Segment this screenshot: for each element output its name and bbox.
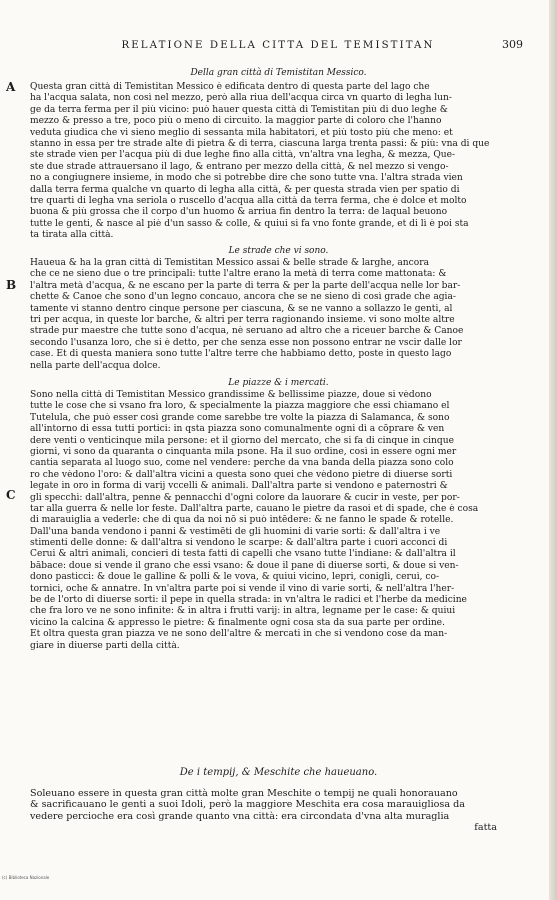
text-line: dono pasticci: & doue le galline & polli & le vova, & quiui vicino, lepri, conigli, ceruì, co- xyxy=(30,572,440,583)
text-line: vicino la calcina & appresso le pietre: & finalmente ogni cosa sta da sua parte per ordine. xyxy=(30,617,445,628)
text-line: tutte le cose che si vsano fra loro, & specialmente la piazza maggiore che essi chiamano el xyxy=(30,401,450,412)
text-line: tre quarti di legha vna seriola o ruscello d'acqua alla città da terra ferma, che è dolce et molto xyxy=(30,195,467,206)
text-line: Sono nella città di Temistitan Messico grandissime & bellissime piazze, doue si vèdono xyxy=(30,390,432,400)
text-line: ste strade vien per l'acqua più di due leghe fino alla città, vn'altra vna legha, & mezza, Que- xyxy=(30,150,456,161)
text-line: nella parte dell'acqua dolce. xyxy=(30,360,161,371)
text-line: bābace: doue si vende il grano che essi vsano: & doue il pane di diuerse sorti, & doue si ven- xyxy=(30,560,459,571)
section-heading-city: Della gran città di Temistitan Messico. xyxy=(190,68,367,78)
text-line: tar alla guerra & nelle lor feste. Dall'altra parte, cauano le pietre da rasoi et di spade, che è cosa xyxy=(30,503,479,514)
text-line: Et oltra questa gran piazza ve ne sono dell'altre & mercati in che si vendono cose da man- xyxy=(30,629,448,640)
page-gutter xyxy=(549,0,557,900)
text-line: all'intorno di essa tutti portici: in qsta piazza sono comunalmente ogni dì a cōprare & ven xyxy=(30,424,445,435)
text-line: ge da terra ferma per il più vicino: può hauer questa città di Temistitan più di duo leghe & xyxy=(30,104,448,115)
text-line: ta tirata alla città. xyxy=(30,230,114,241)
text-line: che ce ne sieno due o tre principali: tutte l'altre erano la metà di terra come mattonata: & xyxy=(30,269,447,280)
text-line: Questa gran città di Temistitan Messico è edificata dentro di questa parte del lago che xyxy=(30,82,430,92)
text-line: chette & Canoe che sono d'un legno concauo, ancora che se ne sieno di così grade che agia- xyxy=(30,292,456,303)
text-line: Tutelula, che può esser così grande come sarebbe tre volte la piazza di Salamanca, & sono xyxy=(30,412,450,423)
margin-letter-b: B xyxy=(6,278,17,292)
text-line: no a congiugnere insieme, in modo che si potrebbe dire che sono tutte vna. l'altra strada vien xyxy=(30,173,463,184)
text-line: Dall'una banda vendono i panni & vestimēti de gli huomini di varie sorti: & dall'altra i ve xyxy=(30,526,441,537)
text-line: & sacrificauano le genti a suoi Idoli, però la maggiore Meschita era cosa marauigliosa da xyxy=(30,799,465,811)
text-line: Cerui & altri animali, concieri di testa fatti di capelli che vsano tutte l'indiane: & dall'altra il xyxy=(30,549,456,560)
paragraph-markets xyxy=(30,390,525,652)
text-line: strade pur maestre che tutte sono d'acqua, nè seruano ad altro che a riceuer barche & Canoe xyxy=(30,326,464,337)
page-number: 309 xyxy=(502,38,523,51)
running-head: RELATIONE DELLA CITTA DEL TEMISTITAN xyxy=(121,40,435,51)
section-heading-streets: Le strade che vi sono. xyxy=(228,246,329,256)
library-stamp: (c) Biblioteca Nazionale xyxy=(2,875,50,880)
text-line: tornici, oche & annatre. In vn'altra parte poi si vende il vino di varie sorti, & nell'altra l'her- xyxy=(30,583,455,594)
text-line: che fra loro ve ne sono infinite: & in altra i frutti varij: in altra, legname per le case: & quiui xyxy=(30,606,456,617)
text-line: buona & più grossa che il corpo d'un huomo & arriua fin dentro la terra: de laqual beuono xyxy=(30,207,448,218)
text-line: tutte le genti, & nasce al piè d'un sasso & colle, & quiui si fa vno fonte grande, et di lì è poi sta xyxy=(30,218,469,229)
text-line: ste due strade attrauersano il lago, & entrano per mezzo della città, & nel mezzo si vengo- xyxy=(30,161,449,172)
paragraph-city xyxy=(30,82,525,241)
text-line: secondo l'usanza loro, che si è detto, per che senza esse non possono entrar ne vscir dalle lor xyxy=(30,337,462,348)
text-line: mezzo & presso a tre, poco più o meno di circuito. la maggior parte di coloro che l'hanno xyxy=(30,116,442,127)
text-line: dalla terra ferma qualche vn quarto di legha alla città, & per questa strada vien per spatio di xyxy=(30,184,460,195)
text-line: tamente vi stanno dentro cinque persone per ciascuna, & se ne vanno a sollazzo le genti, al xyxy=(30,303,453,314)
text-line: dere venti o venticinque mila persone: et il giorno del mercato, che si fa di cinque in cinque xyxy=(30,435,454,446)
text-line: di marauiglia a vederle: che di qua da noi nō si può intēdere: & ne fanno le spade & rotelle. xyxy=(30,515,454,526)
text-line: stanno in essa per tre strade alte di pietra & di terra, ciascuna larga trenta passi: & più: vna di que xyxy=(30,138,490,149)
paragraph-streets xyxy=(30,258,525,372)
section-heading-markets: Le piazze & i mercati. xyxy=(228,378,329,388)
text-line: giare in diuerse parti della città. xyxy=(30,640,180,651)
text-line: l'altra metà d'acqua, & ne escano per la parte di terra & per la parte dell'acqua nelle lor bar- xyxy=(30,280,461,291)
catchword: fatta xyxy=(474,821,497,833)
text-line: gli specchi: dall'altra, penne & pennacchi d'ogni colore da lauorare & cucir in veste, per por- xyxy=(30,492,460,503)
text-line: Soleuano essere in questa gran città molte gran Meschite o tempij ne quali honorauano xyxy=(30,788,458,799)
text-line: veduta giudica che vi sieno meglio di sessanta mila habitatori, et più tosto più che meno: et xyxy=(30,127,453,138)
margin-letter-c: C xyxy=(6,488,16,502)
text-line: tri per acqua, in queste lor barche, & altri per terra ragionando insieme. vi sono molte altre xyxy=(30,314,455,325)
text-line: legate in oro in forma di varij vccelli & animali. Dall'altra parte si vendono e paternostri & xyxy=(30,481,448,492)
text-line: case. Et di questa maniera sono tutte l'altre terre che habbiamo detto, poste in questo lago xyxy=(30,349,452,360)
text-line: be de l'orto di diuerse sorti: il pepe in quella strada: in vn'altra le radici et l'herbe da medicine xyxy=(30,595,467,606)
text-line: Haueua & ha la gran città di Temistitan Messico assai & belle strade & larghe, ancora xyxy=(30,258,429,268)
margin-letter-a: A xyxy=(6,80,16,94)
text-line: vedere percioche era così grande quanto vna città: era circondata d'vna alta muraglia xyxy=(30,810,450,822)
text-line: ro che vèdono l'oro: & dall'altra vicini a questa sono quei che vèdono pietre di diuerse sorti xyxy=(30,469,453,480)
text-line: cantia separata al luogo suo, come nel vendere: perche da vna banda della piazza sono colo xyxy=(30,458,454,469)
text-line: giorni, vi sono da quaranta o cinquanta mila psone. Ha il suo ordine, così in essere ogni mer xyxy=(30,446,457,457)
text-line: stimenti delle donne: & dall'altra si vendono le scarpe: & dall'altra parte i cuori acconci di xyxy=(30,538,448,549)
text-line: ha l'acqua salata, non così nel mezzo, però alla riua dell'acqua circa vn quarto di legha lun- xyxy=(30,93,452,104)
paragraph-temples xyxy=(30,788,525,833)
section-heading-temples: De i tempij, & Meschite che haueuano. xyxy=(179,767,378,778)
